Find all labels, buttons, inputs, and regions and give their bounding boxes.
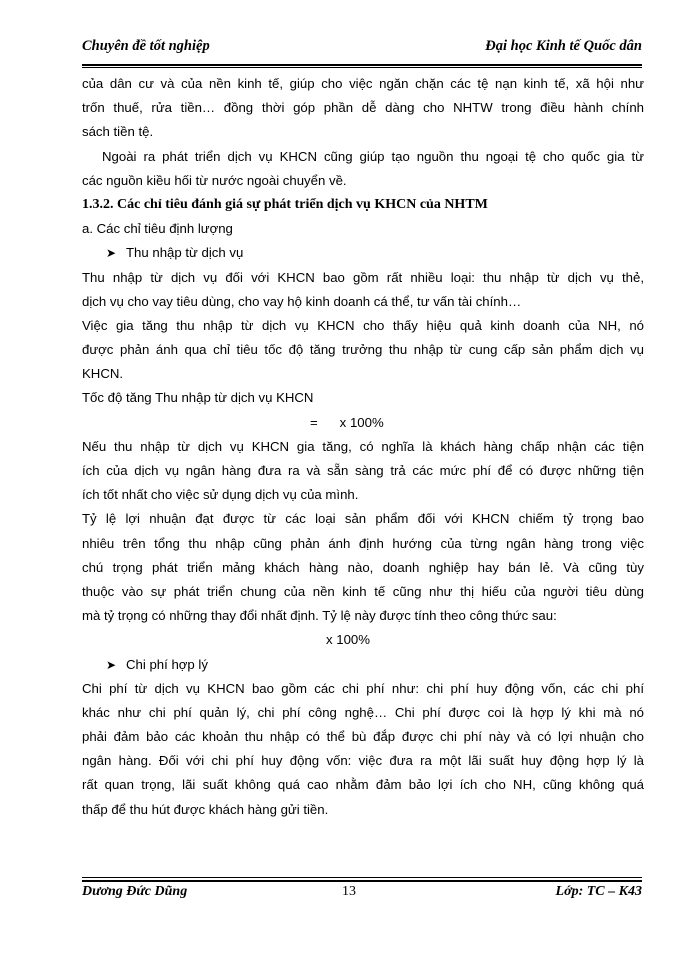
paragraph-line: được phản ánh qua chỉ tiêu tốc độ tăng trưởng thu nhập từ cung cấp sản phẩm dịch vụ [82, 342, 644, 358]
header-document-type: Chuyên đề tốt nghiệp [82, 38, 210, 54]
footer-rule-thin [82, 877, 642, 878]
paragraph-line: chú trọng phát triển mảng khách hàng nào, doanh nghiệp hay bán lẻ. Và cũng tùy [82, 559, 644, 575]
formula-profit-ratio: x 100% [326, 632, 370, 648]
paragraph-line: các nguồn kiều hối từ nước ngoài chuyển về. [82, 172, 347, 188]
paragraph-line: KHCN. [82, 366, 124, 382]
paragraph-line: ích của dịch vụ ngân hàng đưa ra và sẵn sàng trả các mức phí để có được những tiện [82, 463, 644, 478]
footer-class: Lớp: TC – K43 [555, 884, 642, 899]
paragraph-line: khác như chi phí quản lý, chi phí công nghệ… Chi phí được coi là hợp lý khi mà nó [82, 704, 644, 720]
paragraph-line: nhiêu trên tổng thu nhập cũng phản ánh định hướng của từng ngân hàng trong việc [82, 535, 644, 551]
bullet-label: Thu nhập từ dịch vụ [126, 245, 244, 261]
page-header [82, 38, 642, 62]
page-number: 13 [342, 884, 356, 899]
paragraph-line: của dân cư và của nền kinh tế, giúp cho việc ngăn chặn các tệ nạn kinh tế, xã hội như [82, 76, 644, 91]
paragraph-line: mà tỷ trọng có những thay đổi nhất định. Tỷ lệ này được tính theo công thức sau: [82, 608, 557, 624]
paragraph-line: Việc gia tăng thu nhập từ dịch vụ KHCN cho thấy hiệu quả kinh doanh của NH, nó [82, 317, 644, 333]
paragraph-line: thuộc vào sự phát triển chung của nền kinh tế cũng như thị hiếu của người tiêu dùng [82, 583, 644, 599]
header-rule [82, 64, 642, 66]
formula-growth-rate: = x 100% [310, 414, 384, 430]
header-university: Đại học Kinh tế Quốc dân [485, 38, 642, 54]
paragraph-line: sách tiền tệ. [82, 124, 154, 140]
paragraph-line: Nếu thu nhập từ dịch vụ KHCN gia tăng, có nghĩa là khách hàng chấp nhận các tiện [82, 438, 644, 454]
paragraph-line: trốn thuế, rửa tiền… đồng thời góp phần dễ dàng cho NHTW trong điều hành chính [82, 100, 644, 116]
paragraph-line: rất quan trọng, lãi suất không quá cao nhằm đảm bảo lợi ích cho NH, cũng không quá [82, 777, 644, 793]
bullet-label: Chi phí hợp lý [126, 656, 208, 672]
paragraph-line: Tỷ lệ lợi nhuận đạt được từ các loại sản phẩm đối với KHCN chiếm tỷ trọng bao [82, 511, 644, 527]
paragraph-line: ích tốt nhất cho việc sử dụng dịch vụ của mình. [82, 487, 359, 503]
paragraph-line: Ngoài ra phát triển dịch vụ KHCN cũng giúp tạo nguồn thu ngoại tệ cho quốc gia từ [102, 148, 644, 164]
header-rule-thin [82, 67, 642, 68]
arrow-bullet-icon: ➤ [106, 246, 117, 261]
paragraph-line: dịch vụ cho vay tiêu dùng, cho vay hộ kinh doanh cá thể, tư vấn tài chính… [82, 293, 522, 309]
bullet-item [82, 653, 644, 677]
arrow-bullet-icon: ➤ [106, 657, 117, 672]
formula-label: Tốc độ tăng Thu nhập từ dịch vụ KHCN [82, 390, 314, 406]
paragraph-line: Thu nhập từ dịch vụ đối với KHCN bao gồm rất nhiều loại: thu nhập từ dịch vụ thẻ, [82, 269, 644, 285]
subsection-heading: a. Các chỉ tiêu định lượng [82, 221, 233, 237]
section-heading: 1.3.2. Các chỉ tiêu đánh giá sự phát triển dịch vụ KHCN của NHTM [82, 196, 488, 212]
page-footer [82, 884, 642, 908]
document-body [82, 72, 644, 822]
footer-rule [82, 880, 642, 882]
bullet-item [82, 241, 644, 265]
paragraph-line: Chi phí từ dịch vụ KHCN bao gồm các chi phí như: chi phí huy động vốn, các chi phí [82, 680, 644, 696]
paragraph-line: phải đảm bảo các khoản thu nhập có thể bù đắp được chi phí này và có lợi nhuận cho [82, 729, 644, 745]
paragraph-line: ngân hàng. Đối với chi phí huy động vốn: việc đưa ra một lãi suất huy động hợp lý là [82, 753, 644, 769]
footer-author: Dương Đức Dũng [82, 884, 188, 899]
paragraph-line: thấp để thu hút được khách hàng gửi tiền. [82, 801, 329, 817]
